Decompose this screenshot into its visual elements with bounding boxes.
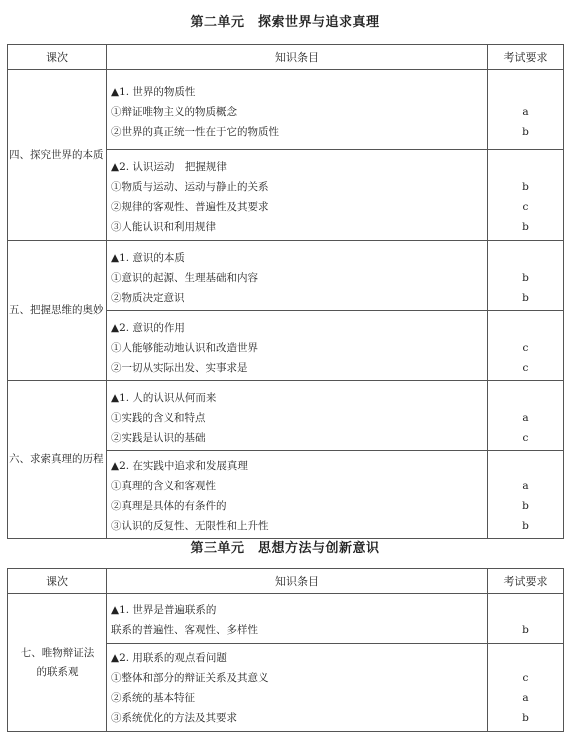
lesson-name: 四、探究世界的本质: [8, 70, 107, 241]
knowledge-item: ①人能够能动地认识和改造世界: [111, 341, 258, 354]
unit2-title: 第二单元 探索世界与追求真理: [190, 15, 380, 30]
knowledge-item: 联系的普遍性、客观性、多样性: [111, 624, 258, 636]
knowledge-item: ③认识的反复性、无限性和上升性: [111, 519, 269, 532]
group-title: ▲2. 认识运动 把握规律: [111, 160, 227, 173]
table-row: [8, 241, 564, 311]
requirement-cell: [488, 70, 564, 150]
table-header-row: [8, 569, 564, 594]
requirement-value: c: [522, 200, 529, 213]
requirement-cell: [488, 644, 564, 732]
group-title: ▲2. 在实践中追求和发展真理: [111, 459, 248, 472]
knowledge-item: ③系统优化的方法及其要求: [111, 712, 237, 724]
knowledge-item: ②世界的真正统一性在于它的物质性: [111, 125, 279, 138]
requirement-value: b: [522, 712, 529, 724]
requirement-value: c: [522, 341, 529, 354]
knowledge-item: ①实践的含义和特点: [111, 411, 206, 424]
group-title: ▲2. 意识的作用: [111, 321, 185, 334]
knowledge-cell: [107, 451, 488, 539]
knowledge-item: ②一切从实际出发、实事求是: [111, 361, 248, 374]
knowledge-item: ②物质决定意识: [111, 291, 185, 304]
knowledge-item: ②规律的客观性、普遍性及其要求: [111, 200, 269, 213]
lesson-name: 五、把握思维的奥妙: [8, 241, 107, 381]
knowledge-item: ①辩证唯物主义的物质概念: [111, 105, 237, 118]
header-requirement: 考试要求: [488, 45, 564, 70]
table-row: [8, 381, 564, 451]
unit3-table: [7, 568, 564, 732]
header-requirement: 考试要求: [488, 569, 564, 594]
knowledge-cell: [107, 150, 488, 241]
knowledge-item: ②实践是认识的基础: [111, 431, 206, 444]
requirement-value: a: [522, 105, 529, 118]
lesson-name: 六、求索真理的历程: [8, 381, 107, 539]
knowledge-cell: [107, 241, 488, 311]
requirement-value: a: [522, 479, 529, 492]
requirement-cell: [488, 594, 564, 644]
header-knowledge: 知识条目: [107, 45, 488, 70]
group-title: ▲2. 用联系的观点看问题: [111, 652, 227, 664]
group-title: ▲1. 世界的物质性: [111, 85, 196, 98]
lesson-name: [8, 594, 107, 732]
table-row: [8, 594, 564, 644]
requirement-value: a: [522, 692, 529, 704]
requirement-cell: [488, 381, 564, 451]
group-title: ▲1. 人的认识从何而来: [111, 391, 217, 404]
requirement-value: b: [522, 291, 529, 304]
requirement-value: c: [522, 361, 529, 374]
requirement-value: c: [522, 431, 529, 444]
table-header-row: [8, 45, 564, 70]
group-title: ▲1. 世界是普遍联系的: [111, 604, 217, 616]
requirement-value: b: [522, 624, 529, 636]
knowledge-item: ②真理是具体的有条件的: [111, 499, 227, 512]
knowledge-cell: [107, 70, 488, 150]
knowledge-item: ①真理的含义和客观性: [111, 479, 216, 492]
requirement-value: b: [522, 499, 529, 512]
requirement-value: b: [522, 220, 529, 233]
header-lesson: 课次: [8, 45, 107, 70]
lesson-name-line: 七、唯物辩证法: [20, 646, 95, 659]
lesson-name-line: 的联系观: [36, 665, 79, 678]
requirement-value: b: [522, 125, 529, 138]
requirement-value: c: [522, 672, 529, 684]
requirement-cell: [488, 150, 564, 241]
requirement-cell: [488, 241, 564, 311]
unit2-table: [7, 44, 564, 539]
knowledge-cell: [107, 644, 488, 732]
header-knowledge: 知识条目: [107, 569, 488, 594]
requirement-value: b: [522, 519, 529, 532]
header-lesson: 课次: [8, 569, 107, 594]
knowledge-item: ①物质与运动、运动与静止的关系: [111, 180, 269, 193]
requirement-cell: [488, 451, 564, 539]
requirement-cell: [488, 311, 564, 381]
knowledge-item: ②系统的基本特征: [111, 692, 195, 704]
knowledge-item: ①意识的起源、生理基础和内容: [111, 271, 258, 284]
requirement-value: a: [522, 411, 529, 424]
knowledge-cell: [107, 311, 488, 381]
requirement-value: b: [522, 180, 529, 193]
knowledge-item: ③人能认识和利用规律: [111, 220, 216, 233]
knowledge-item: ①整体和部分的辩证关系及其意义: [111, 672, 269, 684]
unit3-title: 第三单元 思想方法与创新意识: [190, 541, 380, 556]
knowledge-cell: [107, 381, 488, 451]
group-title: ▲1. 意识的本质: [111, 251, 185, 264]
knowledge-cell: [107, 594, 488, 644]
table-row: [8, 70, 564, 150]
requirement-value: b: [522, 271, 529, 284]
